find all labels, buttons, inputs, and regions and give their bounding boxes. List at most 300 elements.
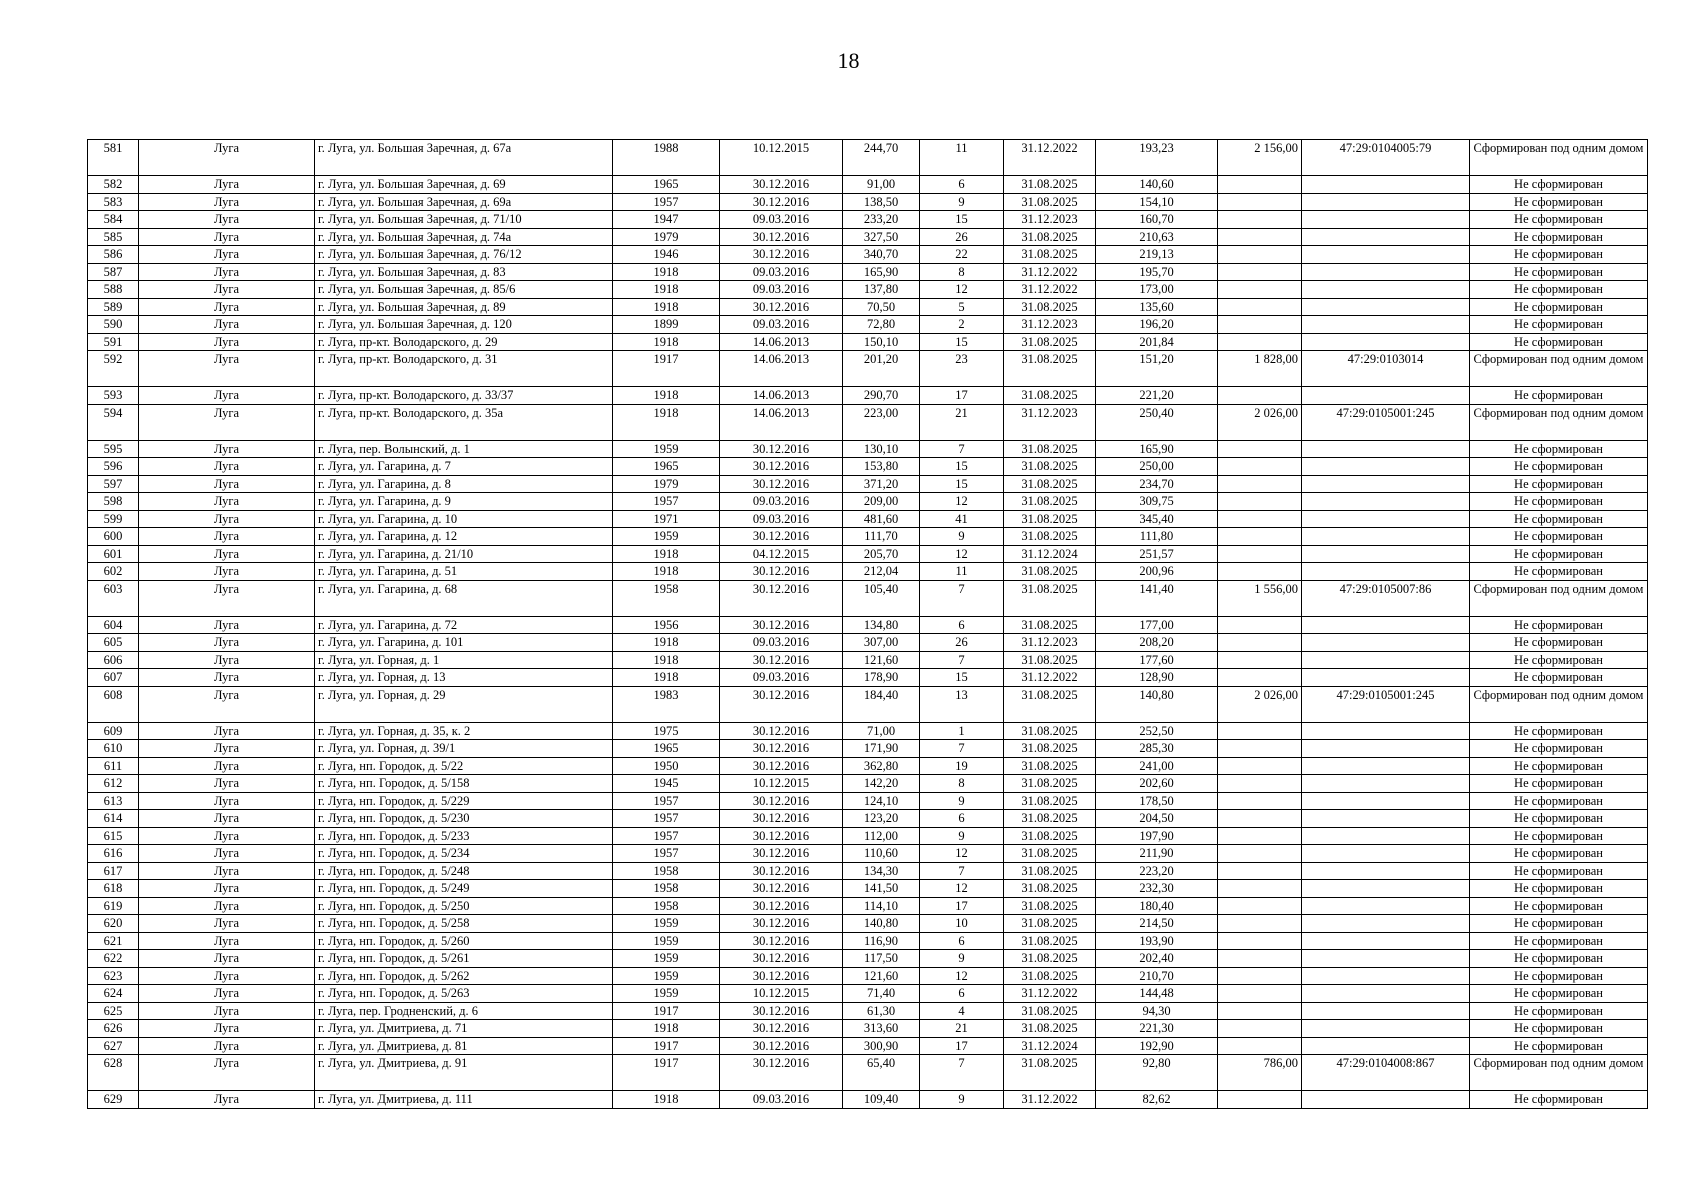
table-row bbox=[88, 845, 1648, 863]
cell-row-number: 611 bbox=[88, 757, 139, 775]
cell-year-built: 1971 bbox=[613, 510, 720, 528]
cell-residents: 12 bbox=[920, 845, 1004, 863]
cell-row-number: 603 bbox=[88, 580, 139, 616]
cell-row-number: 609 bbox=[88, 722, 139, 740]
cell-deadline: 31.08.2025 bbox=[1004, 827, 1096, 845]
cell-residents: 26 bbox=[920, 634, 1004, 652]
cell-land-area bbox=[1218, 669, 1302, 687]
cell-locality: Луга bbox=[139, 634, 315, 652]
cell-land-status: Не сформирован bbox=[1470, 616, 1648, 634]
cell-year-built: 1959 bbox=[613, 915, 720, 933]
cell-cadastral-number bbox=[1302, 545, 1470, 563]
cell-residents: 19 bbox=[920, 757, 1004, 775]
cell-cost: 210,70 bbox=[1096, 967, 1218, 985]
cell-residents: 2 bbox=[920, 316, 1004, 334]
cell-land-status: Не сформирован bbox=[1470, 740, 1648, 758]
cell-cadastral-number bbox=[1302, 211, 1470, 229]
table-row bbox=[88, 651, 1648, 669]
cell-area: 123,20 bbox=[843, 810, 920, 828]
table-row bbox=[88, 316, 1648, 334]
cell-deadline: 31.08.2025 bbox=[1004, 950, 1096, 968]
cell-row-number: 608 bbox=[88, 686, 139, 722]
cell-row-number: 584 bbox=[88, 211, 139, 229]
cell-address: г. Луга, ул. Гагарина, д. 101 bbox=[315, 634, 613, 652]
cell-address: г. Луга, пер. Гродненский, д. 6 bbox=[315, 1002, 613, 1020]
table-row bbox=[88, 669, 1648, 687]
cell-land-status: Не сформирован bbox=[1470, 775, 1648, 793]
cell-address: г. Луга, пр-кт. Володарского, д. 31 bbox=[315, 351, 613, 387]
table-row bbox=[88, 193, 1648, 211]
cell-cadastral-number: 47:29:0105007:86 bbox=[1302, 580, 1470, 616]
cell-address: г. Луга, ул. Гагарина, д. 9 bbox=[315, 493, 613, 511]
cell-cost: 250,00 bbox=[1096, 458, 1218, 476]
cell-locality: Луга bbox=[139, 316, 315, 334]
cell-residents: 11 bbox=[920, 140, 1004, 176]
cell-residents: 6 bbox=[920, 985, 1004, 1003]
table-row bbox=[88, 1020, 1648, 1038]
cell-row-number: 615 bbox=[88, 827, 139, 845]
cell-land-status: Сформирован под одним домом bbox=[1470, 140, 1648, 176]
cell-area: 71,00 bbox=[843, 722, 920, 740]
cell-row-number: 617 bbox=[88, 862, 139, 880]
cell-year-built: 1959 bbox=[613, 528, 720, 546]
cell-area: 130,10 bbox=[843, 440, 920, 458]
cell-cost: 250,40 bbox=[1096, 404, 1218, 440]
cell-date: 30.12.2016 bbox=[720, 722, 843, 740]
cell-row-number: 612 bbox=[88, 775, 139, 793]
cell-land-status: Не сформирован bbox=[1470, 211, 1648, 229]
cell-land-status: Не сформирован bbox=[1470, 1002, 1648, 1020]
cell-cost: 151,20 bbox=[1096, 351, 1218, 387]
cell-cost: 251,57 bbox=[1096, 545, 1218, 563]
cell-locality: Луга bbox=[139, 967, 315, 985]
cell-cadastral-number bbox=[1302, 528, 1470, 546]
cell-date: 30.12.2016 bbox=[720, 193, 843, 211]
cell-land-area bbox=[1218, 915, 1302, 933]
cell-locality: Луга bbox=[139, 404, 315, 440]
cell-address: г. Луга, нп. Городок, д. 5/229 bbox=[315, 792, 613, 810]
cell-area: 71,40 bbox=[843, 985, 920, 1003]
cell-cost: 192,90 bbox=[1096, 1037, 1218, 1055]
cell-year-built: 1917 bbox=[613, 1002, 720, 1020]
cell-row-number: 623 bbox=[88, 967, 139, 985]
cell-address: г. Луга, ул. Большая Заречная, д. 89 bbox=[315, 298, 613, 316]
cell-deadline: 31.12.2022 bbox=[1004, 985, 1096, 1003]
cell-address: г. Луга, нп. Городок, д. 5/250 bbox=[315, 897, 613, 915]
cell-area: 150,10 bbox=[843, 333, 920, 351]
cell-year-built: 1965 bbox=[613, 176, 720, 194]
cell-cost: 111,80 bbox=[1096, 528, 1218, 546]
cell-deadline: 31.08.2025 bbox=[1004, 580, 1096, 616]
cell-locality: Луга bbox=[139, 1055, 315, 1091]
cell-year-built: 1958 bbox=[613, 580, 720, 616]
cell-cadastral-number bbox=[1302, 475, 1470, 493]
cell-land-status: Не сформирован bbox=[1470, 440, 1648, 458]
table-body bbox=[88, 140, 1648, 1109]
table-row bbox=[88, 634, 1648, 652]
cell-residents: 10 bbox=[920, 915, 1004, 933]
cell-locality: Луга bbox=[139, 950, 315, 968]
cell-land-status: Не сформирован bbox=[1470, 475, 1648, 493]
cell-locality: Луга bbox=[139, 563, 315, 581]
cell-date: 30.12.2016 bbox=[720, 475, 843, 493]
cell-date: 09.03.2016 bbox=[720, 510, 843, 528]
cell-cadastral-number bbox=[1302, 915, 1470, 933]
table-row bbox=[88, 932, 1648, 950]
cell-cadastral-number bbox=[1302, 333, 1470, 351]
table-row bbox=[88, 722, 1648, 740]
cell-land-status: Не сформирован bbox=[1470, 880, 1648, 898]
cell-year-built: 1979 bbox=[613, 228, 720, 246]
cell-row-number: 583 bbox=[88, 193, 139, 211]
cell-deadline: 31.08.2025 bbox=[1004, 510, 1096, 528]
cell-address: г. Луга, ул. Гагарина, д. 51 bbox=[315, 563, 613, 581]
cell-cost: 141,40 bbox=[1096, 580, 1218, 616]
cell-deadline: 31.08.2025 bbox=[1004, 193, 1096, 211]
cell-date: 30.12.2016 bbox=[720, 528, 843, 546]
cell-year-built: 1918 bbox=[613, 1020, 720, 1038]
cell-cost: 82,62 bbox=[1096, 1091, 1218, 1109]
cell-land-status: Не сформирован bbox=[1470, 845, 1648, 863]
cell-cost: 165,90 bbox=[1096, 440, 1218, 458]
cell-date: 30.12.2016 bbox=[720, 740, 843, 758]
cell-date: 30.12.2016 bbox=[720, 827, 843, 845]
cell-land-area bbox=[1218, 333, 1302, 351]
cell-cadastral-number bbox=[1302, 775, 1470, 793]
cell-residents: 12 bbox=[920, 880, 1004, 898]
cell-year-built: 1988 bbox=[613, 140, 720, 176]
cell-land-status: Сформирован под одним домом bbox=[1470, 404, 1648, 440]
table-row bbox=[88, 351, 1648, 387]
cell-address: г. Луга, ул. Большая Заречная, д. 69 bbox=[315, 176, 613, 194]
cell-year-built: 1947 bbox=[613, 211, 720, 229]
cell-date: 30.12.2016 bbox=[720, 1002, 843, 1020]
cell-row-number: 590 bbox=[88, 316, 139, 334]
cell-cadastral-number bbox=[1302, 827, 1470, 845]
cell-address: г. Луга, нп. Городок, д. 5/263 bbox=[315, 985, 613, 1003]
cell-area: 233,20 bbox=[843, 211, 920, 229]
cell-deadline: 31.12.2024 bbox=[1004, 545, 1096, 563]
cell-cadastral-number bbox=[1302, 792, 1470, 810]
cell-residents: 7 bbox=[920, 740, 1004, 758]
cell-year-built: 1983 bbox=[613, 686, 720, 722]
table-row bbox=[88, 263, 1648, 281]
cell-address: г. Луга, нп. Городок, д. 5/22 bbox=[315, 757, 613, 775]
cell-land-area bbox=[1218, 228, 1302, 246]
cell-cadastral-number bbox=[1302, 563, 1470, 581]
cell-land-area bbox=[1218, 281, 1302, 299]
cell-cost: 210,63 bbox=[1096, 228, 1218, 246]
cell-row-number: 591 bbox=[88, 333, 139, 351]
cell-residents: 8 bbox=[920, 263, 1004, 281]
cell-date: 30.12.2016 bbox=[720, 298, 843, 316]
cell-land-area bbox=[1218, 493, 1302, 511]
cell-locality: Луга bbox=[139, 528, 315, 546]
cell-land-status: Не сформирован bbox=[1470, 263, 1648, 281]
cell-land-area: 1 556,00 bbox=[1218, 580, 1302, 616]
cell-residents: 7 bbox=[920, 440, 1004, 458]
cell-land-area bbox=[1218, 775, 1302, 793]
cell-cadastral-number bbox=[1302, 493, 1470, 511]
cell-year-built: 1918 bbox=[613, 563, 720, 581]
cell-cadastral-number bbox=[1302, 740, 1470, 758]
cell-date: 30.12.2016 bbox=[720, 1020, 843, 1038]
cell-area: 140,80 bbox=[843, 915, 920, 933]
cell-locality: Луга bbox=[139, 211, 315, 229]
cell-residents: 6 bbox=[920, 616, 1004, 634]
cell-address: г. Луга, пр-кт. Володарского, д. 35а bbox=[315, 404, 613, 440]
cell-deadline: 31.08.2025 bbox=[1004, 967, 1096, 985]
cell-cost: 154,10 bbox=[1096, 193, 1218, 211]
cell-land-status: Не сформирован bbox=[1470, 545, 1648, 563]
cell-year-built: 1959 bbox=[613, 950, 720, 968]
cell-land-area bbox=[1218, 510, 1302, 528]
cell-residents: 17 bbox=[920, 897, 1004, 915]
cell-area: 65,40 bbox=[843, 1055, 920, 1091]
cell-locality: Луга bbox=[139, 686, 315, 722]
cell-address: г. Луга, ул. Горная, д. 29 bbox=[315, 686, 613, 722]
cell-date: 30.12.2016 bbox=[720, 228, 843, 246]
cell-cadastral-number bbox=[1302, 897, 1470, 915]
cell-cadastral-number bbox=[1302, 634, 1470, 652]
table-row bbox=[88, 950, 1648, 968]
cell-row-number: 605 bbox=[88, 634, 139, 652]
cell-cadastral-number bbox=[1302, 932, 1470, 950]
cell-deadline: 31.08.2025 bbox=[1004, 228, 1096, 246]
cell-year-built: 1959 bbox=[613, 440, 720, 458]
cell-cadastral-number bbox=[1302, 440, 1470, 458]
table-row bbox=[88, 510, 1648, 528]
cell-year-built: 1958 bbox=[613, 880, 720, 898]
cell-date: 30.12.2016 bbox=[720, 897, 843, 915]
cell-year-built: 1918 bbox=[613, 404, 720, 440]
cell-land-area bbox=[1218, 967, 1302, 985]
table-row bbox=[88, 827, 1648, 845]
cell-row-number: 593 bbox=[88, 387, 139, 405]
cell-date: 30.12.2016 bbox=[720, 246, 843, 264]
cell-locality: Луга bbox=[139, 862, 315, 880]
cell-deadline: 31.08.2025 bbox=[1004, 1002, 1096, 1020]
cell-row-number: 604 bbox=[88, 616, 139, 634]
cell-deadline: 31.08.2025 bbox=[1004, 740, 1096, 758]
cell-land-area bbox=[1218, 1091, 1302, 1109]
cell-land-status: Не сформирован bbox=[1470, 387, 1648, 405]
cell-cost: 196,20 bbox=[1096, 316, 1218, 334]
cell-deadline: 31.08.2025 bbox=[1004, 246, 1096, 264]
cell-cadastral-number bbox=[1302, 757, 1470, 775]
cell-address: г. Луга, пр-кт. Володарского, д. 33/37 bbox=[315, 387, 613, 405]
cell-year-built: 1918 bbox=[613, 387, 720, 405]
cell-land-status: Не сформирован bbox=[1470, 985, 1648, 1003]
cell-row-number: 589 bbox=[88, 298, 139, 316]
table-row bbox=[88, 985, 1648, 1003]
table-row bbox=[88, 563, 1648, 581]
cell-locality: Луга bbox=[139, 193, 315, 211]
cell-locality: Луга bbox=[139, 140, 315, 176]
cell-deadline: 31.08.2025 bbox=[1004, 528, 1096, 546]
cell-residents: 6 bbox=[920, 176, 1004, 194]
cell-cadastral-number bbox=[1302, 616, 1470, 634]
cell-land-status: Не сформирован bbox=[1470, 950, 1648, 968]
cell-land-status: Не сформирован bbox=[1470, 669, 1648, 687]
cell-locality: Луга bbox=[139, 281, 315, 299]
cell-cost: 285,30 bbox=[1096, 740, 1218, 758]
cell-land-status: Не сформирован bbox=[1470, 193, 1648, 211]
cell-area: 141,50 bbox=[843, 880, 920, 898]
cell-date: 30.12.2016 bbox=[720, 686, 843, 722]
cell-locality: Луга bbox=[139, 897, 315, 915]
cell-address: г. Луга, ул. Горная, д. 1 bbox=[315, 651, 613, 669]
cell-residents: 9 bbox=[920, 528, 1004, 546]
table-row bbox=[88, 387, 1648, 405]
cell-area: 212,04 bbox=[843, 563, 920, 581]
cell-land-area bbox=[1218, 862, 1302, 880]
cell-residents: 9 bbox=[920, 1091, 1004, 1109]
cell-land-status: Не сформирован bbox=[1470, 810, 1648, 828]
cell-address: г. Луга, ул. Большая Заречная, д. 74а bbox=[315, 228, 613, 246]
cell-address: г. Луга, ул. Большая Заречная, д. 83 bbox=[315, 263, 613, 281]
cell-land-area bbox=[1218, 1037, 1302, 1055]
cell-address: г. Луга, нп. Городок, д. 5/249 bbox=[315, 880, 613, 898]
cell-area: 138,50 bbox=[843, 193, 920, 211]
cell-cadastral-number: 47:29:0104008:867 bbox=[1302, 1055, 1470, 1091]
cell-residents: 4 bbox=[920, 1002, 1004, 1020]
cell-area: 307,00 bbox=[843, 634, 920, 652]
table-row bbox=[88, 880, 1648, 898]
cell-area: 223,00 bbox=[843, 404, 920, 440]
cell-land-status: Не сформирован bbox=[1470, 932, 1648, 950]
table-row bbox=[88, 862, 1648, 880]
cell-deadline: 31.12.2024 bbox=[1004, 1037, 1096, 1055]
cell-area: 313,60 bbox=[843, 1020, 920, 1038]
cell-cost: 140,80 bbox=[1096, 686, 1218, 722]
cell-deadline: 31.12.2022 bbox=[1004, 281, 1096, 299]
cell-residents: 7 bbox=[920, 1055, 1004, 1091]
cell-locality: Луга bbox=[139, 616, 315, 634]
cell-deadline: 31.08.2025 bbox=[1004, 845, 1096, 863]
cell-area: 61,30 bbox=[843, 1002, 920, 1020]
cell-land-area bbox=[1218, 740, 1302, 758]
cell-land-area bbox=[1218, 528, 1302, 546]
cell-cost: 204,50 bbox=[1096, 810, 1218, 828]
table-row bbox=[88, 1037, 1648, 1055]
cell-date: 09.03.2016 bbox=[720, 316, 843, 334]
cell-residents: 15 bbox=[920, 669, 1004, 687]
cell-land-area bbox=[1218, 880, 1302, 898]
cell-land-area bbox=[1218, 845, 1302, 863]
cell-deadline: 31.08.2025 bbox=[1004, 880, 1096, 898]
cell-cost: 128,90 bbox=[1096, 669, 1218, 687]
cell-locality: Луга bbox=[139, 580, 315, 616]
cell-date: 30.12.2016 bbox=[720, 1037, 843, 1055]
cell-cadastral-number bbox=[1302, 281, 1470, 299]
cell-date: 30.12.2016 bbox=[720, 862, 843, 880]
cell-year-built: 1950 bbox=[613, 757, 720, 775]
cell-date: 30.12.2016 bbox=[720, 810, 843, 828]
cell-cadastral-number bbox=[1302, 862, 1470, 880]
cell-area: 300,90 bbox=[843, 1037, 920, 1055]
cell-land-area bbox=[1218, 440, 1302, 458]
cell-deadline: 31.08.2025 bbox=[1004, 810, 1096, 828]
cell-row-number: 595 bbox=[88, 440, 139, 458]
cell-deadline: 31.12.2023 bbox=[1004, 634, 1096, 652]
cell-row-number: 596 bbox=[88, 458, 139, 476]
cell-cost: 234,70 bbox=[1096, 475, 1218, 493]
cell-land-status: Не сформирован bbox=[1470, 722, 1648, 740]
cell-land-area: 786,00 bbox=[1218, 1055, 1302, 1091]
cell-address: г. Луга, нп. Городок, д. 5/258 bbox=[315, 915, 613, 933]
cell-row-number: 625 bbox=[88, 1002, 139, 1020]
cell-deadline: 31.08.2025 bbox=[1004, 440, 1096, 458]
cell-residents: 7 bbox=[920, 580, 1004, 616]
cell-cadastral-number bbox=[1302, 810, 1470, 828]
cell-cost: 223,20 bbox=[1096, 862, 1218, 880]
table-row bbox=[88, 897, 1648, 915]
cell-land-area bbox=[1218, 616, 1302, 634]
cell-deadline: 31.12.2022 bbox=[1004, 140, 1096, 176]
cell-row-number: 597 bbox=[88, 475, 139, 493]
cell-year-built: 1957 bbox=[613, 493, 720, 511]
cell-area: 205,70 bbox=[843, 545, 920, 563]
cell-cadastral-number: 47:29:0105001:245 bbox=[1302, 404, 1470, 440]
cell-land-status: Не сформирован bbox=[1470, 862, 1648, 880]
cell-locality: Луга bbox=[139, 475, 315, 493]
cell-area: 371,20 bbox=[843, 475, 920, 493]
cell-area: 124,10 bbox=[843, 792, 920, 810]
cell-land-status: Не сформирован bbox=[1470, 792, 1648, 810]
cell-deadline: 31.12.2022 bbox=[1004, 263, 1096, 281]
cell-row-number: 587 bbox=[88, 263, 139, 281]
cell-land-status: Не сформирован bbox=[1470, 246, 1648, 264]
cell-row-number: 613 bbox=[88, 792, 139, 810]
cell-locality: Луга bbox=[139, 880, 315, 898]
cell-row-number: 618 bbox=[88, 880, 139, 898]
cell-land-area bbox=[1218, 985, 1302, 1003]
cell-cost: 144,48 bbox=[1096, 985, 1218, 1003]
cell-locality: Луга bbox=[139, 228, 315, 246]
cell-area: 114,10 bbox=[843, 897, 920, 915]
cell-row-number: 619 bbox=[88, 897, 139, 915]
cell-deadline: 31.08.2025 bbox=[1004, 1020, 1096, 1038]
cell-date: 09.03.2016 bbox=[720, 281, 843, 299]
cell-cost: 202,40 bbox=[1096, 950, 1218, 968]
cell-address: г. Луга, нп. Городок, д. 5/230 bbox=[315, 810, 613, 828]
cell-locality: Луга bbox=[139, 792, 315, 810]
cell-residents: 21 bbox=[920, 404, 1004, 440]
cell-cadastral-number: 47:29:0105001:245 bbox=[1302, 686, 1470, 722]
cell-deadline: 31.08.2025 bbox=[1004, 387, 1096, 405]
cell-land-status: Не сформирован bbox=[1470, 634, 1648, 652]
cell-residents: 12 bbox=[920, 281, 1004, 299]
cell-deadline: 31.12.2023 bbox=[1004, 211, 1096, 229]
cell-land-status: Не сформирован bbox=[1470, 563, 1648, 581]
cell-cadastral-number: 47:29:0104005:79 bbox=[1302, 140, 1470, 176]
cell-residents: 12 bbox=[920, 967, 1004, 985]
cell-land-area bbox=[1218, 211, 1302, 229]
cell-cost: 221,20 bbox=[1096, 387, 1218, 405]
cell-year-built: 1957 bbox=[613, 193, 720, 211]
table-row bbox=[88, 1002, 1648, 1020]
cell-date: 30.12.2016 bbox=[720, 967, 843, 985]
cell-cadastral-number: 47:29:0103014 bbox=[1302, 351, 1470, 387]
cell-cost: 178,50 bbox=[1096, 792, 1218, 810]
cell-year-built: 1918 bbox=[613, 545, 720, 563]
cell-cost: 241,00 bbox=[1096, 757, 1218, 775]
cell-locality: Луга bbox=[139, 932, 315, 950]
cell-year-built: 1918 bbox=[613, 263, 720, 281]
cell-cost: 345,40 bbox=[1096, 510, 1218, 528]
cell-land-area bbox=[1218, 634, 1302, 652]
